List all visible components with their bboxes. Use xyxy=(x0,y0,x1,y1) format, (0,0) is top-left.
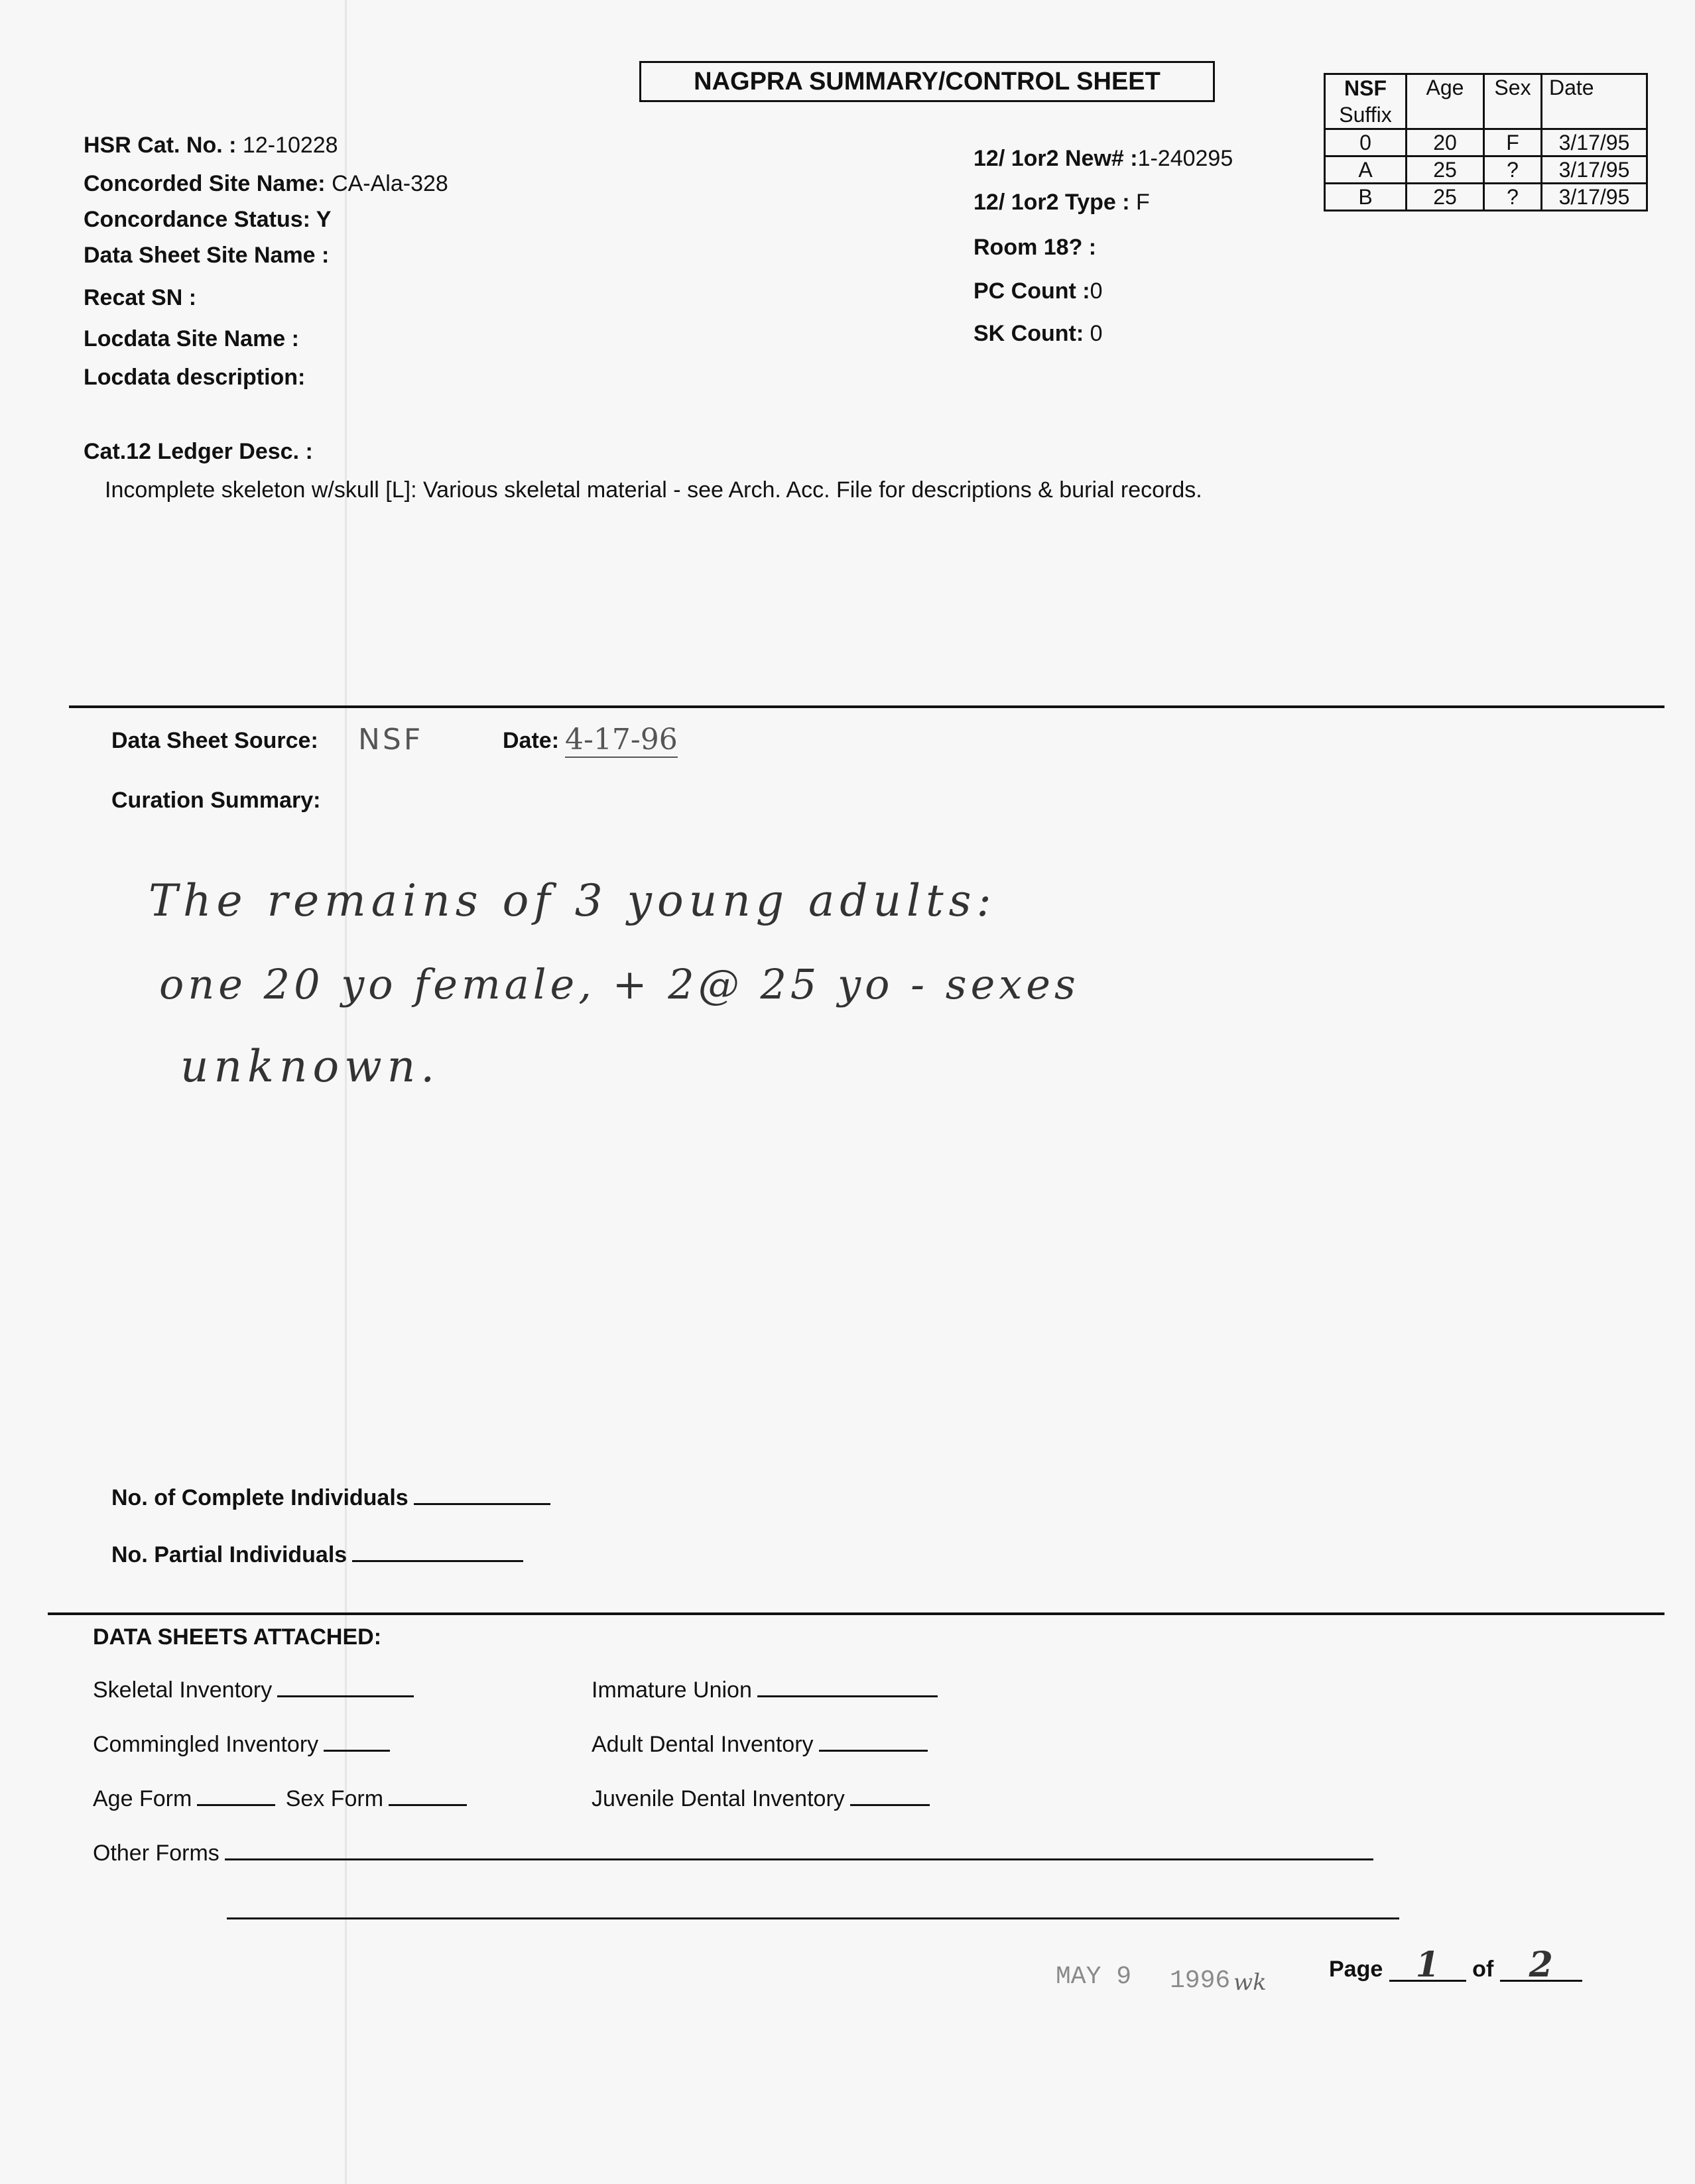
recat-sn: Recat SN : xyxy=(84,285,197,310)
curation-summary-label: Curation Summary: xyxy=(111,788,321,813)
form-title: NAGPRA SUMMARY/CONTROL SHEET xyxy=(639,61,1215,102)
adult-dental-inventory: Adult Dental Inventory xyxy=(592,1732,928,1758)
date-cell: 3/17/95 xyxy=(1542,129,1647,156)
partial-individuals: No. Partial Individuals xyxy=(111,1542,523,1568)
curation-line: unknown. xyxy=(180,1041,440,1092)
adult-dental-inventory-blank[interactable] xyxy=(819,1750,928,1752)
nsf-table-header xyxy=(1325,74,1647,129)
page-total: 2 xyxy=(1500,1951,1582,1982)
immature-union-blank[interactable] xyxy=(757,1695,938,1697)
commingled-inventory: Commingled Inventory xyxy=(93,1732,390,1758)
table-row xyxy=(1325,184,1647,211)
concordance-status: Concordance Status: Y xyxy=(84,207,332,232)
skeletal-inventory: Skeletal Inventory xyxy=(93,1677,414,1703)
sex-form-label: Sex Form xyxy=(285,1786,384,1811)
data-sheet-source-value: NSF xyxy=(358,723,424,757)
suffix-cell: A xyxy=(1325,156,1407,184)
age-form-blank[interactable] xyxy=(197,1804,275,1806)
section-divider xyxy=(48,1612,1664,1615)
complete-individuals-blank[interactable] xyxy=(414,1503,550,1505)
nsf-table xyxy=(1324,73,1648,212)
sex-form-blank[interactable] xyxy=(389,1804,467,1806)
age-form: Age Form Sex Form xyxy=(93,1786,467,1812)
sex-cell: ? xyxy=(1484,184,1542,211)
other-forms-blank[interactable] xyxy=(225,1858,1373,1860)
partial-individuals-blank[interactable] xyxy=(352,1560,523,1562)
ledger-description: Incomplete skeleton w/skull [L]: Various skeletal material - see Arch. Acc. File for descriptions & burial records. xyxy=(105,477,1202,503)
juvenile-dental-inventory: Juvenile Dental Inventory xyxy=(592,1786,930,1812)
hsr-cat-no: HSR Cat. No. : 12-10228 xyxy=(84,133,338,158)
commingled-inventory-blank[interactable] xyxy=(324,1750,390,1752)
age-header: Age xyxy=(1407,74,1484,129)
received-stamp-date: MAY 9 xyxy=(1056,1963,1132,1991)
data-sheet-source-label: Data Sheet Source: xyxy=(111,728,318,753)
sex-header: Sex xyxy=(1484,74,1542,129)
attached-heading: DATA SHEETS ATTACHED: xyxy=(93,1624,382,1650)
table-row xyxy=(1325,129,1647,156)
locdata-description: Locdata description: xyxy=(84,365,306,390)
skeletal-inventory-blank[interactable] xyxy=(277,1695,414,1697)
suffix-cell: B xyxy=(1325,184,1407,211)
page-current: 1 xyxy=(1389,1951,1466,1982)
table-row xyxy=(1325,156,1647,184)
page-indicator: Page 1 of 2 xyxy=(1329,1951,1582,1982)
received-stamp-year: 1996 xyxy=(1170,1967,1231,1995)
locdata-site-name: Locdata Site Name : xyxy=(84,326,299,351)
curation-line: The remains of 3 young adults: xyxy=(149,875,997,926)
sex-cell: ? xyxy=(1484,156,1542,184)
concorded-site-name: Concorded Site Name: CA-Ala-328 xyxy=(84,171,448,196)
date-cell: 3/17/95 xyxy=(1542,156,1647,184)
new-number: 12/ 1or2 New# :1-240295 xyxy=(973,146,1233,171)
stamp-initials: wk xyxy=(1233,1969,1267,1996)
complete-individuals: No. of Complete Individuals xyxy=(111,1485,550,1511)
other-forms-line-2[interactable] xyxy=(227,1917,1399,1919)
juvenile-dental-inventory-blank[interactable] xyxy=(850,1804,930,1806)
date-label: Date: xyxy=(503,728,560,753)
other-forms: Other Forms xyxy=(93,1841,1373,1866)
nsf-suffix-header: NSF Suffix xyxy=(1325,74,1407,129)
immature-union: Immature Union xyxy=(592,1677,938,1703)
curation-line: one 20 yo female, + 2@ 25 yo - sexes xyxy=(159,960,1080,1008)
section-divider xyxy=(69,705,1664,708)
date-value: 4-17-96 xyxy=(565,723,678,757)
room-18: Room 18? : xyxy=(973,235,1097,260)
type-field: 12/ 1or2 Type : F xyxy=(973,190,1150,215)
age-cell: 25 xyxy=(1407,184,1484,211)
suffix-cell: 0 xyxy=(1325,129,1407,156)
ledger-label: Cat.12 Ledger Desc. : xyxy=(84,439,313,464)
age-cell: 20 xyxy=(1407,129,1484,156)
sk-count: SK Count: 0 xyxy=(973,321,1103,346)
data-sheet-site-name: Data Sheet Site Name : xyxy=(84,243,330,268)
pc-count: PC Count :0 xyxy=(973,278,1103,304)
date-cell: 3/17/95 xyxy=(1542,184,1647,211)
sex-cell: F xyxy=(1484,129,1542,156)
date-header: Date xyxy=(1542,74,1647,129)
age-cell: 25 xyxy=(1407,156,1484,184)
